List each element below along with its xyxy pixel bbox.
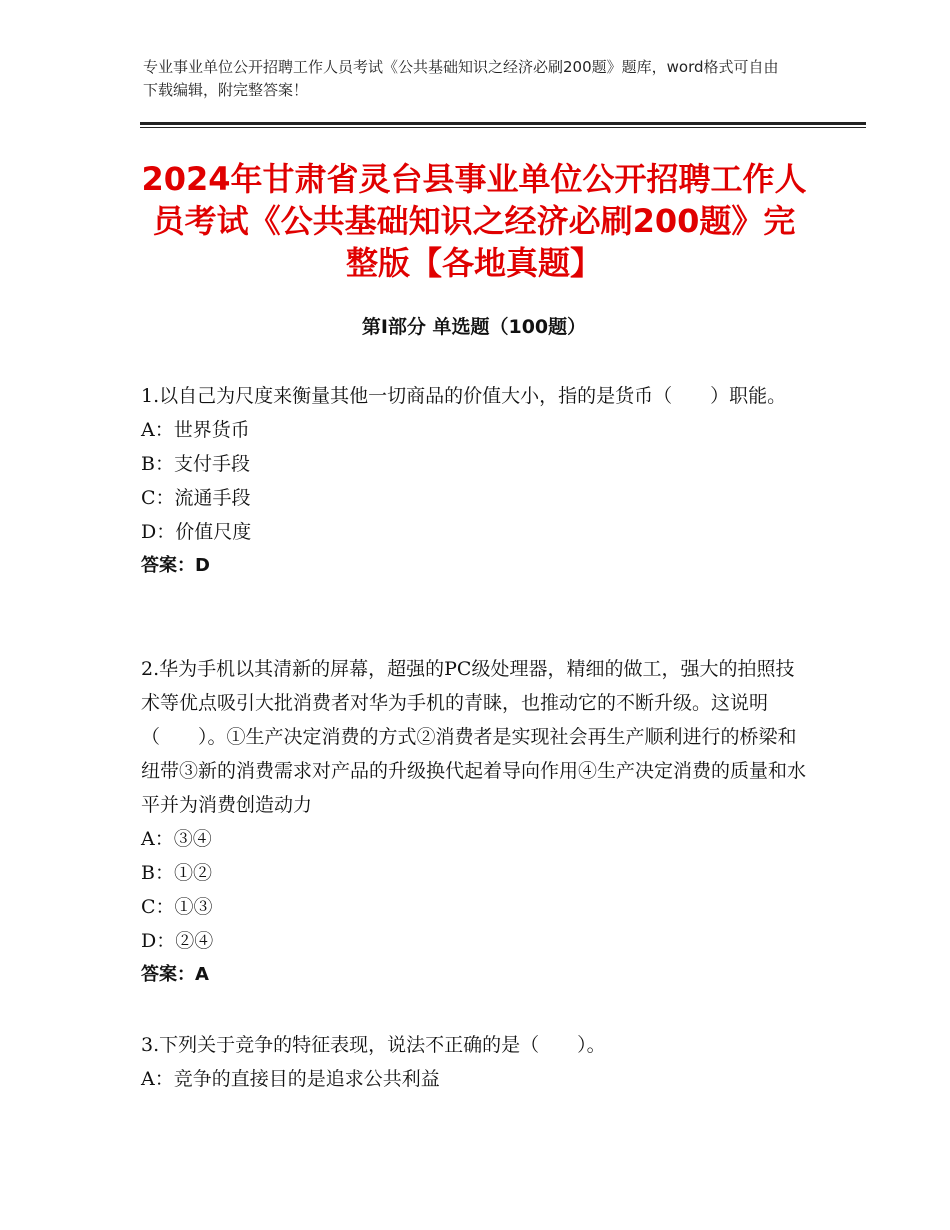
question-2 — [141, 652, 806, 992]
option-b: B：支付手段 — [141, 453, 250, 475]
answer: 答案：D — [141, 555, 210, 576]
question-stem: 2.华为手机以其清新的屏幕，超强的PC级处理器，精细的做工，强大的拍照技术等优点吸引大批消费者对华为手机的青睐，也推动它的不断升级。这说明（ ）。①生产决定消费的方式②消费者是实现社会再生产顺利进行的桥梁和纽带③新的消费需求对产品的升级换代起着导向作用④生产决定消费的质量和水平并为消费创造动力 — [141, 658, 807, 816]
section-title: 第I部分 单选题（100题） — [361, 316, 587, 338]
option-a: A：③④ — [141, 828, 212, 850]
option-b: B：①② — [141, 862, 212, 884]
question-3 — [141, 1028, 806, 1096]
question-stem: 3.下列关于竞争的特征表现，说法不正确的是（ ）。 — [141, 1034, 606, 1056]
option-a: A：竞争的直接目的是追求公共利益 — [141, 1068, 440, 1090]
option-a: A：世界货币 — [141, 419, 250, 441]
header-rule-thin — [140, 127, 866, 128]
option-d: D：②④ — [141, 930, 214, 952]
question-stem: 1.以自己为尺度来衡量其他一切商品的价值大小，指的是货币（ ）职能。 — [141, 385, 787, 407]
option-c: C：流通手段 — [141, 487, 251, 509]
option-d: D：价值尺度 — [141, 521, 252, 543]
option-c: C：①③ — [141, 896, 213, 918]
question-1 — [141, 379, 806, 583]
header-note: 专业事业单位公开招聘工作人员考试《公共基础知识之经济必刷200题》题库，word格式可自由下载编辑，附完整答案！ — [143, 58, 779, 99]
answer: 答案：A — [141, 964, 209, 985]
document-title: 2024年甘肃省灵台县事业单位公开招聘工作人员考试《公共基础知识之经济必刷200题》完整版【各地真题】 — [141, 160, 807, 282]
header-rule-thick — [140, 122, 866, 125]
